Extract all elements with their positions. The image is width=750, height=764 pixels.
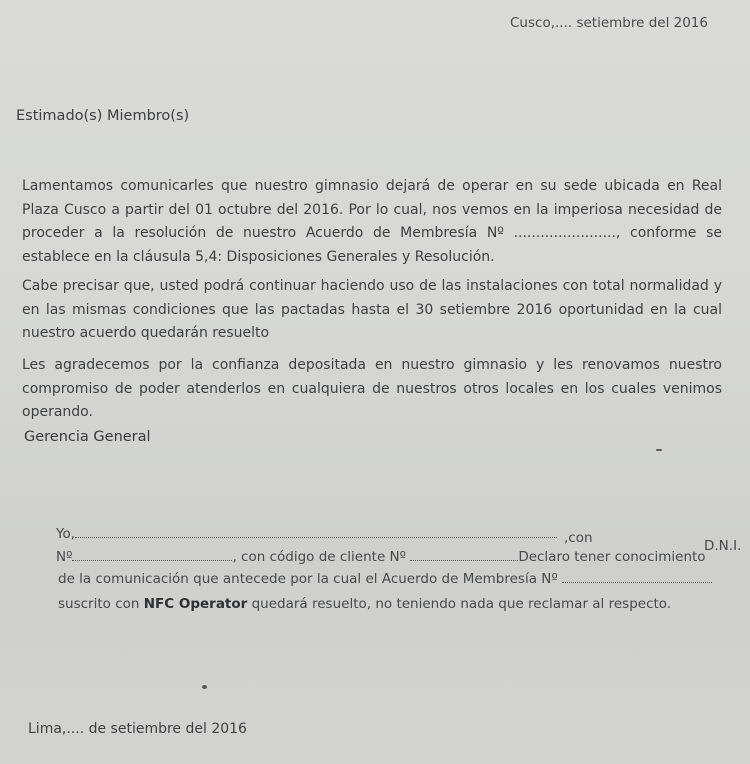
dni-label: D.N.I.: [704, 538, 742, 554]
form-row-number: [56, 548, 706, 565]
client-code-blank[interactable]: [410, 548, 518, 561]
paragraph-thanks: Les agradecemos por la confianza depositada en nuestro gimnasio y les renovamos nuestro compromiso de poder atenderlos en cualquiera de nuestros otros locales en los cuales venimos operando.: [22, 357, 722, 420]
form-row-name: [56, 525, 557, 542]
signoff: Gerencia General: [24, 429, 151, 445]
suscrito-label: suscrito con: [58, 596, 140, 612]
numero-label: Nº: [56, 549, 73, 565]
form-row-operator: [58, 596, 671, 612]
greeting: Estimado(s) Miembro(s): [16, 108, 190, 124]
codigo-label: , con código de cliente Nº: [232, 549, 407, 565]
footer-date: Lima,.... de setiembre del 2016: [28, 721, 247, 737]
ink-speck: [202, 685, 207, 689]
form-row-membership: [58, 570, 712, 587]
paragraph-continued-use: Cabe precisar que, usted podrá continuar haciendo uso de las instalaciones con total normalidad y en las mismas condiciones que las pactadas hasta el 30 setiembre 2016 oportunidad en la cual nuestro acuerdo quedarán resuelto: [22, 278, 722, 341]
header-date: Cusco,.... setiembre del 2016: [510, 15, 708, 31]
membership-line-text: de la comunicación que antecede por la cual el Acuerdo de Membresía Nº: [58, 571, 558, 587]
resuelto-text: quedará resuelto, no teniendo nada que reclamar al respecto.: [251, 596, 672, 612]
yo-label: Yo,: [56, 526, 76, 542]
con-label: ,con: [564, 530, 593, 546]
operator-name: NFC Operator: [143, 596, 248, 612]
name-blank[interactable]: [75, 525, 557, 538]
ink-speck: [656, 449, 662, 451]
paragraph-closure-notice: Lamentamos comunicarles que nuestro gimnasio dejará de operar en su sede ubicada en Real Plaza Cusco a partir del 01 octubre del 2016. Por lo cual, nos vemos en la imperiosa necesidad de proceder a la resolución de nuestro Acuerdo de Membresía Nº ......................., conforme se establece en la cláusula 5,4: Disposiciones Generales y Resolución.: [22, 178, 722, 265]
declaro-label: Declaro tener conocimiento: [518, 549, 706, 565]
dni-number-blank[interactable]: [72, 548, 232, 561]
membership-number-blank[interactable]: [562, 570, 712, 583]
